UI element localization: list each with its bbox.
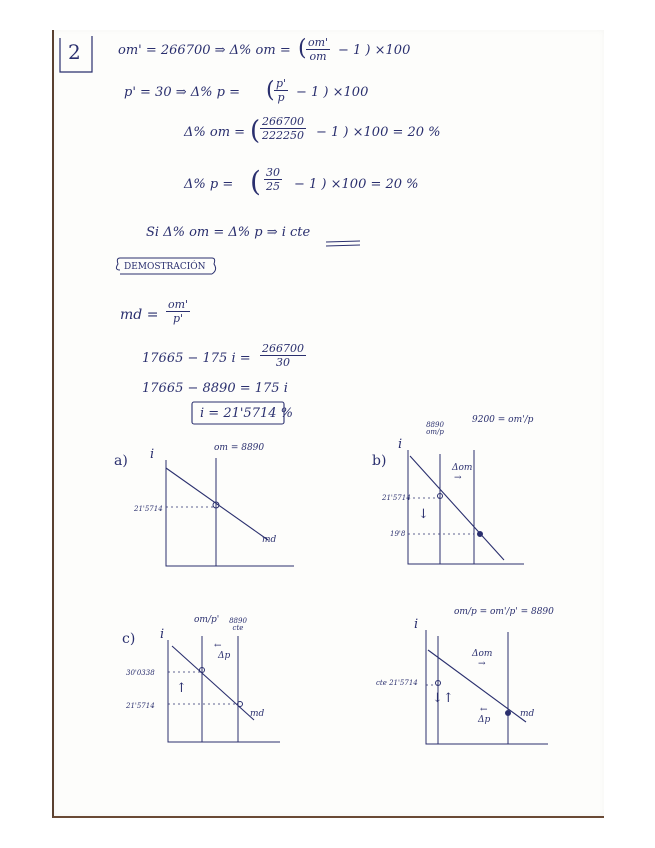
- paren-open: (: [250, 116, 261, 146]
- equation-line-1-tail: − 1 ) ×100: [338, 43, 411, 58]
- graph-d: [54, 30, 604, 816]
- fraction-denominator: p': [173, 312, 184, 325]
- demand-equation: 17665 − 175 i =: [142, 351, 251, 366]
- graph-d-level: cte 21'5714: [376, 679, 418, 687]
- graph-d-axis-i: i: [414, 617, 419, 632]
- graph-c-label: c): [122, 631, 136, 647]
- graph-c-shift-label: Δp: [218, 651, 231, 661]
- fraction-numerator: 266700: [262, 115, 304, 128]
- paren-open: (: [266, 78, 275, 103]
- graph-a-level: 21'5714: [134, 505, 163, 513]
- graph-c-supply1-label: om/p': [194, 615, 220, 625]
- equation-line-2-tail: − 1 ) ×100: [296, 85, 369, 100]
- graph-c-up-arrow: ↑: [176, 681, 187, 696]
- fraction-denominator: 222250: [262, 129, 304, 142]
- graph-c-level2: 21'5714: [126, 702, 155, 710]
- fraction-denominator: p: [277, 91, 285, 104]
- graph-b-supply2-label: 9200 = om'/p: [472, 415, 534, 425]
- conclusion-line: Si Δ% om = Δ% p ⇒ i cte: [146, 225, 311, 240]
- graph-c-arrow: ←: [214, 641, 222, 651]
- notebook-page: [52, 30, 604, 818]
- graph-a-supply-label: om = 8890: [214, 443, 265, 453]
- fraction-denominator: 30: [276, 356, 290, 369]
- equation-line-1: om' = 266700 ⇒ Δ% om =: [118, 43, 291, 58]
- fraction-numerator: om': [308, 36, 329, 49]
- graph-b-arrow: →: [454, 473, 462, 483]
- graph-b-level1: 21'5714: [382, 494, 411, 502]
- graph-d-arrow1: →: [478, 659, 486, 669]
- fraction-numerator: 30: [266, 166, 280, 179]
- equation-line-3-tail: − 1 ) ×100 = 20 %: [316, 125, 441, 140]
- equation-line-4-tail: − 1 ) ×100 = 20 %: [294, 177, 419, 192]
- fraction-denominator: om: [309, 50, 327, 63]
- graph-b-shift-label: Δom: [452, 463, 473, 473]
- solved-equation: 17665 − 8890 = 175 i: [142, 381, 288, 396]
- graph-c-axis-i: i: [160, 627, 165, 642]
- graph-c-level1: 30'0338: [126, 669, 155, 677]
- md-equation: md =: [120, 307, 159, 323]
- equation-line-4: Δ% p =: [184, 177, 234, 192]
- graph-a-md-label: md: [262, 535, 277, 545]
- graph-a-label: a): [114, 453, 128, 469]
- graph-b-level2: 19'8: [390, 530, 406, 538]
- equation-line-3: Δ% om =: [184, 125, 246, 140]
- paren-open: (: [298, 36, 307, 61]
- fraction-numerator: p': [276, 77, 287, 90]
- graph-d-supply-label: om/p = om'/p' = 8890: [454, 607, 554, 617]
- demostracion-label: DEMOSTRACIÓN: [124, 262, 206, 272]
- equation-line-2: p' = 30 ⇒ Δ% p =: [124, 85, 240, 100]
- graph-b-axis-i: i: [398, 437, 403, 452]
- fraction-numerator: om': [168, 298, 189, 311]
- graph-b-label: b): [372, 453, 387, 469]
- graph-a-axis-i: i: [150, 447, 155, 462]
- problem-number: 2: [68, 40, 81, 64]
- graph-d-shift-label2: Δp: [478, 715, 491, 725]
- fraction-numerator: 266700: [262, 342, 304, 355]
- graph-d-arrow2: ←: [480, 705, 488, 715]
- graph-c-supply2-label: 8890 cte: [229, 617, 247, 632]
- graph-c-md-label: md: [250, 709, 265, 719]
- result-value: i = 21'5714 %: [200, 406, 293, 421]
- paren-open: (: [250, 165, 261, 198]
- graph-b-down-arrow: ↓: [418, 507, 429, 522]
- graph-d-shift-label1: Δom: [472, 649, 493, 659]
- fraction-denominator: 25: [266, 180, 280, 193]
- graph-b-supply1-label: 8890 om/p: [426, 421, 444, 436]
- graph-d-md-label: md: [520, 709, 535, 719]
- graph-d-arrows: ↓↑: [432, 691, 454, 706]
